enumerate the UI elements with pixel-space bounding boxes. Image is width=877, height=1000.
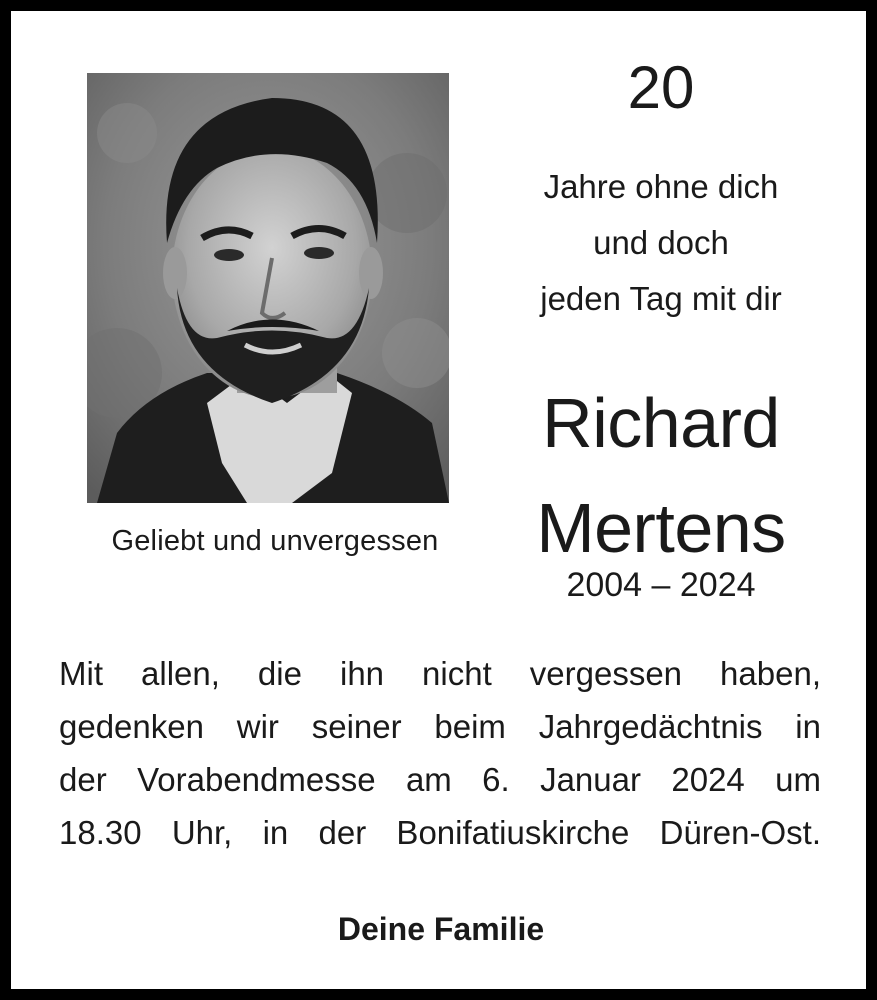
message-line: der Vorabendmesse am 6. Januar 2024 um [59, 761, 821, 798]
first-name: Richard [542, 384, 780, 462]
message-line: Mit allen, die ihn nicht vergessen haben, [59, 655, 821, 692]
motto-line: und doch [593, 224, 729, 261]
memorial-message [59, 647, 821, 859]
years-number: 20 [627, 54, 695, 121]
last-name: Mertens [536, 489, 786, 567]
motto-line: jeden Tag mit dir [540, 280, 782, 317]
motto-line: Jahre ohne dich [543, 168, 779, 205]
signature: Deine Familie [337, 911, 545, 947]
motto [491, 159, 831, 327]
person-name [481, 371, 841, 581]
obituary-card [11, 11, 866, 989]
message-line: gedenken wir seiner beim Jahrgedächtnis in [59, 708, 821, 745]
caption-beloved: Geliebt und unvergessen [111, 525, 439, 557]
life-dates: 2004 – 2024 [566, 566, 756, 604]
message-line: 18.30 Uhr, in der Bonifatiuskirche Düren-Ost. [59, 814, 821, 851]
portrait-photo [87, 73, 449, 503]
